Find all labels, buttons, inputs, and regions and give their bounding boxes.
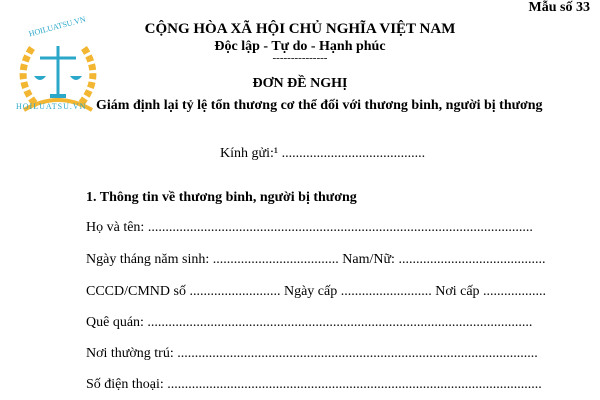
field-birthdate-gender: Ngày tháng năm sinh: .................................... Nam/Nữ: .......................................... (86, 252, 546, 267)
field-hometown: Quê quán: .............................................................................................................. (86, 315, 533, 330)
field-full-name: Họ và tên: .............................................................................................................. (86, 220, 533, 235)
field-residence: Nơi thường trú: ....................................................................................................... (86, 346, 538, 361)
nation-heading: CỘNG HÒA XÃ HỘI CHỦ NGHĨA VIỆT NAM (144, 21, 456, 37)
section-1-heading: 1. Thông tin về thương binh, người bị thương (86, 190, 357, 205)
form-number: Mẫu số 33 (528, 0, 590, 15)
field-id-card: CCCD/CMND số .......................... Ngày cấp .......................... Nơi cấp .................. (86, 284, 547, 299)
field-phone: Số điện thoại: ........................................................................................................... (86, 377, 542, 392)
logo-text-bottom: HOILUATSU.VN (16, 102, 87, 111)
document-subtitle: Giám định lại tỷ lệ tổn thương cơ thể đối với thương binh, người bị thương (96, 98, 543, 113)
logo-text-top: HOILUATSU.VN (27, 14, 87, 39)
motto: Độc lập - Tự do - Hạnh phúc (214, 39, 386, 54)
header-divider: --------------- (272, 52, 328, 64)
recipient-line: Kính gửi:¹ ......................................... (220, 146, 426, 161)
document-title: ĐƠN ĐỀ NGHỊ (252, 76, 348, 91)
